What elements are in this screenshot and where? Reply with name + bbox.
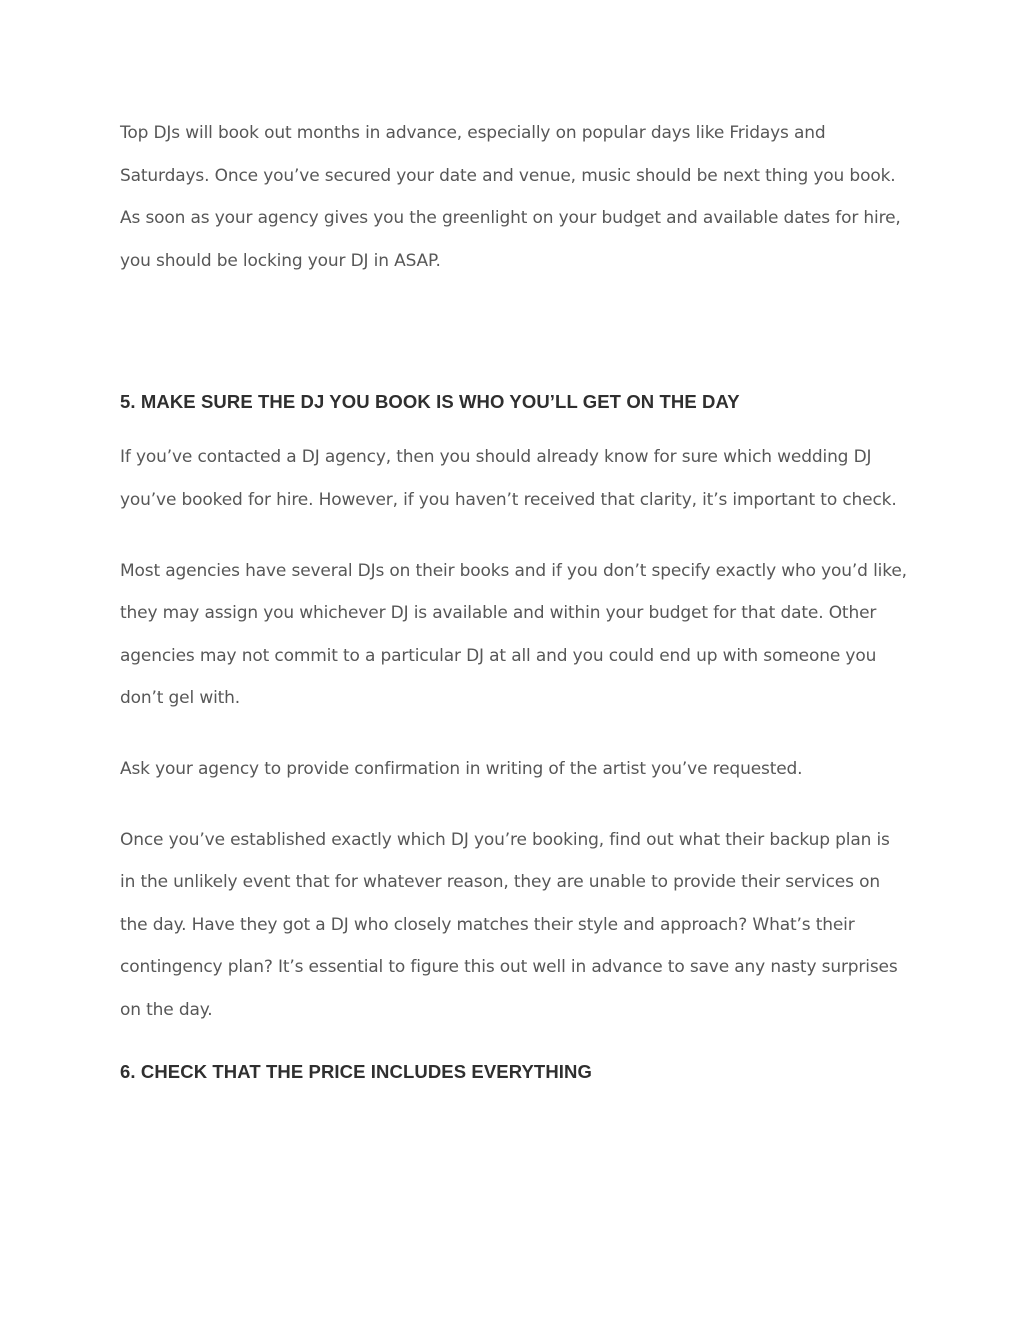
section-5-paragraph-3: Ask your agency to provide confirmation in writing of the artist you’ve requested. xyxy=(120,758,803,779)
intro-paragraph: Top DJs will book out months in advance, especially on popular days like Fridays and Saturdays. Once you’ve secured your date and venue, music should be next thing you book. As soon as your agency gives you the greenlight on your budget and available dates for hire, you should be locking your DJ in ASAP. xyxy=(120,123,901,271)
section-5-paragraph-4: Once you’ve established exactly which DJ you’re booking, find out what their backup plan is in the unlikely event that for whatever reason, they are unable to provide their services on the day. Have they got a DJ who closely matches their style and approach? What’s their contingency plan? It’s essential to figure this out well in advance to save any nasty surprises on the day. xyxy=(120,829,898,1020)
section-5-paragraph-1: If you’ve contacted a DJ agency, then you should already know for sure which wedding DJ you’ve booked for hire. However, if you haven’t received that clarity, it’s important to check. xyxy=(120,447,897,510)
section-5-paragraph-2: Most agencies have several DJs on their books and if you don’t specify exactly who you’d like, they may assign you whichever DJ is available and within your budget for that date. Other agencies may not commit to a particular DJ at all and you could end up with someone you don’t gel with. xyxy=(120,560,907,709)
document-page xyxy=(120,112,910,1084)
section-6-heading: 6. CHECK THAT THE PRICE INCLUDES EVERYTHING xyxy=(120,1060,592,1082)
section-5-heading: 5. MAKE SURE THE DJ YOU BOOK IS WHO YOU’LL GET ON THE DAY xyxy=(120,391,740,413)
